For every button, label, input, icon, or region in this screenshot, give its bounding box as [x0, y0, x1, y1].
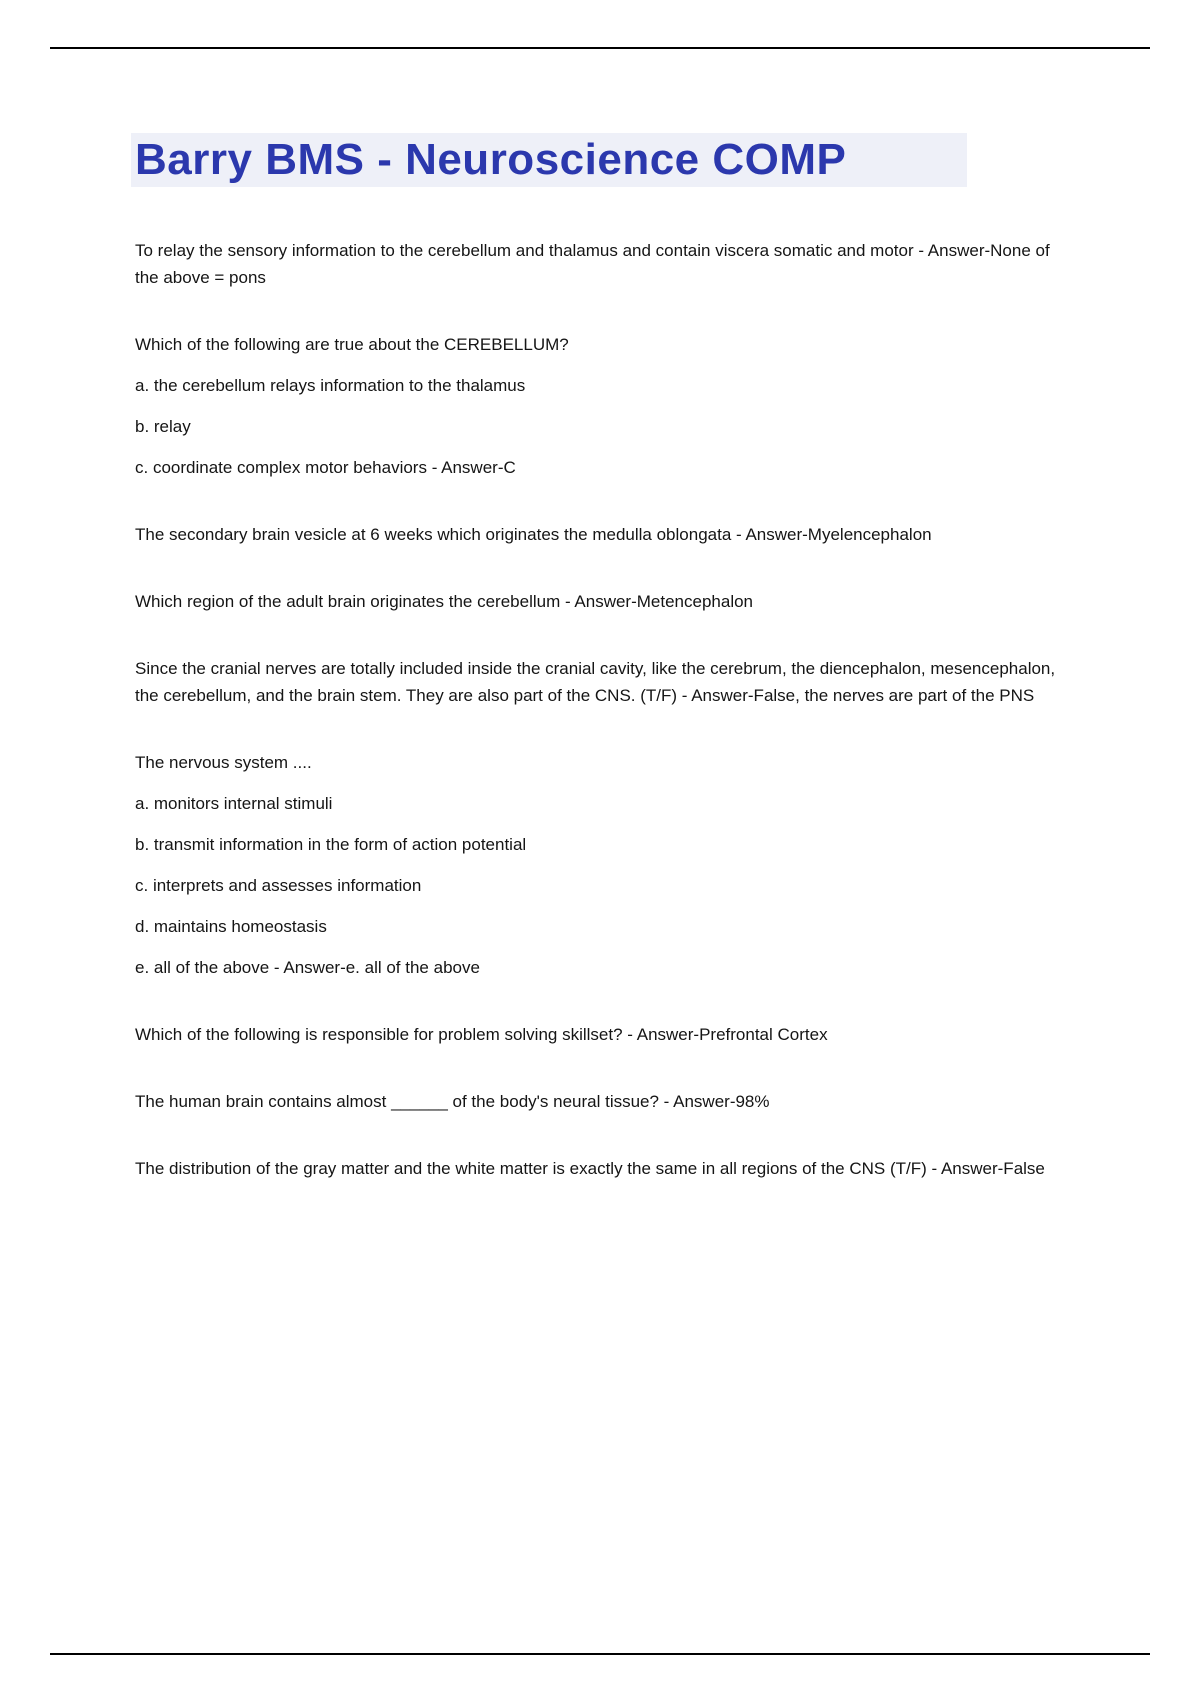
qa-block	[135, 1155, 1065, 1182]
paragraph: The secondary brain vesicle at 6 weeks which originates the medulla oblongata - Answer-Myelencephalon	[135, 525, 932, 544]
paragraph: The human brain contains almost ______ of the body's neural tissue? - Answer-98%	[135, 1092, 770, 1111]
paragraph: The nervous system ....	[135, 753, 312, 772]
paragraph: Since the cranial nerves are totally included inside the cranial cavity, like the cerebrum, the diencephalon, mesencephalon, the cerebellum, and the brain stem. They are also part of the CNS. (T/F) - Answer-False, the nerves are part of the PNS	[135, 659, 1056, 705]
qa-block	[135, 1088, 1065, 1115]
bottom-rule	[50, 1653, 1150, 1655]
paragraph: Which region of the adult brain originates the cerebellum - Answer-Metencephalon	[135, 592, 754, 611]
paragraph: b. relay	[135, 417, 191, 436]
document-content	[135, 133, 1065, 1222]
paragraph: The distribution of the gray matter and the white matter is exactly the same in all regions of the CNS (T/F) - Answer-False	[135, 1159, 1045, 1178]
paragraph: a. monitors internal stimuli	[135, 794, 333, 813]
qa-block	[135, 237, 1065, 291]
paragraph: c. interprets and assesses information	[135, 876, 422, 895]
qa-block	[135, 521, 1065, 548]
top-rule	[50, 47, 1150, 49]
qa-block	[135, 749, 1065, 981]
qa-block	[135, 655, 1065, 709]
qa-blocks	[135, 237, 1065, 1182]
paragraph: Which of the following are true about the CEREBELLUM?	[135, 335, 569, 354]
paragraph: a. the cerebellum relays information to the thalamus	[135, 376, 526, 395]
paragraph: d. maintains homeostasis	[135, 917, 327, 936]
paragraph: c. coordinate complex motor behaviors - Answer-C	[135, 458, 516, 477]
paragraph: b. transmit information in the form of action potential	[135, 835, 527, 854]
qa-block	[135, 588, 1065, 615]
qa-block	[135, 1021, 1065, 1048]
paragraph: Which of the following is responsible for problem solving skillset? - Answer-Prefrontal Cortex	[135, 1025, 828, 1044]
qa-block	[135, 331, 1065, 481]
page-title: Barry BMS - Neuroscience COMP	[131, 133, 967, 187]
paragraph: To relay the sensory information to the cerebellum and thalamus and contain viscera somatic and motor - Answer-None of the above = pons	[135, 241, 1050, 287]
paragraph: e. all of the above - Answer-e. all of the above	[135, 958, 480, 977]
